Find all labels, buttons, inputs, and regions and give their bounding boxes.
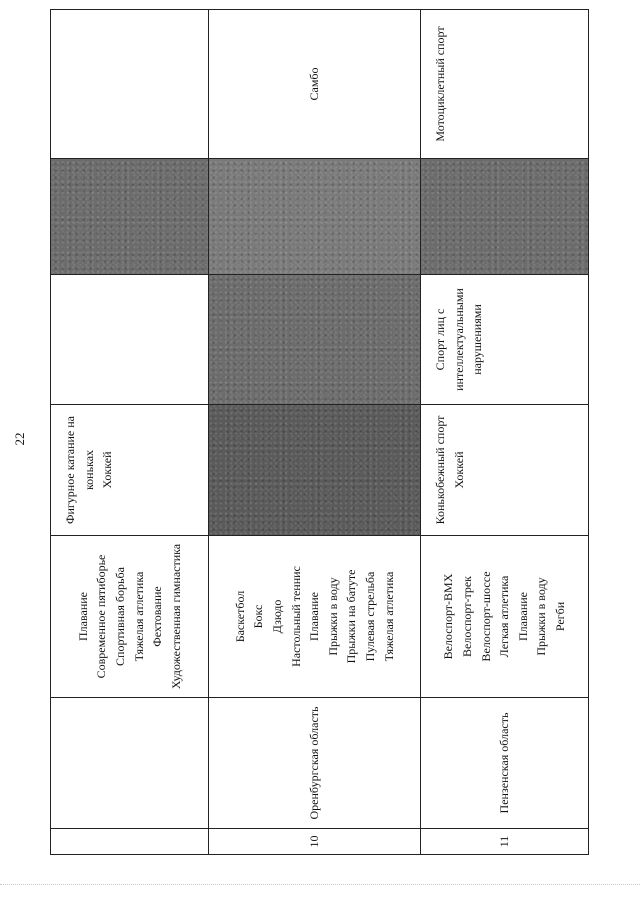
sport-item: Велоспорт-шоссе (478, 571, 493, 662)
sport-item: Тяжелая атлетика (381, 571, 396, 662)
table-row (209, 10, 421, 855)
sport-item: Легкая атлетика (497, 575, 512, 658)
cell-nonolympic-sports (51, 10, 209, 159)
cell-num: 10 (209, 829, 421, 855)
cell-shaded (51, 159, 209, 275)
sport-item: Прыжки в воду (534, 577, 549, 656)
regions-sports-table (50, 9, 589, 855)
cell-shaded (209, 159, 421, 275)
cell-num: 11 (421, 829, 589, 855)
sport-item: Плавание (307, 592, 322, 641)
sport-item: Плавание (515, 592, 530, 641)
cell-nonolympic-sports (209, 10, 421, 159)
cell-winter-sports (209, 405, 421, 536)
page-number: 22 (12, 432, 27, 446)
scan-artifact-line (0, 884, 640, 885)
sport-item: Тяжелая атлетика (131, 571, 146, 662)
cell-region: Оренбургская область (209, 698, 421, 829)
sport-item: Плавание (75, 592, 90, 641)
cell-winter-sports (421, 405, 589, 536)
sport-item: Конькобежный спорт (433, 415, 447, 525)
cell-adaptive-sports (209, 275, 421, 405)
sport-item: Регби (552, 601, 567, 632)
sport-item: Спорт лиц с интеллектуальными нарушениями (433, 288, 485, 391)
sport-item: Хоккей (100, 451, 115, 489)
cell-num (51, 829, 209, 855)
sport-item: Баскетбол (232, 590, 247, 643)
sport-item: Художественная гимнастика (168, 543, 183, 690)
sport-item: Дзюдо (270, 599, 285, 634)
sport-item: Прыжки в воду (325, 577, 340, 656)
rotated-table-frame (50, 10, 588, 855)
sport-item: Фигурное катание на коньках (63, 415, 96, 525)
cell-region: Пензенская область (421, 698, 589, 829)
cell-shaded (421, 159, 589, 275)
cell-sports (421, 536, 589, 698)
cell-adaptive-sports (51, 275, 209, 405)
sport-item: Самбо (307, 67, 322, 101)
cell-region (51, 698, 209, 829)
cell-adaptive-sports (421, 275, 589, 405)
sport-item: Спортивная борьба (112, 567, 127, 666)
sport-item: Прыжки на батуте (344, 569, 359, 664)
table-row (51, 10, 209, 855)
sport-item: Велоспорт-BMX (441, 573, 456, 660)
table-landscape-inner (50, 10, 588, 855)
sport-item: Современное пятиборье (94, 554, 109, 679)
sport-item: Пулевая стрельба (362, 571, 377, 662)
table-row (421, 10, 589, 855)
sport-item: Велоспорт-трек (460, 576, 475, 657)
sport-item: Бокс (251, 604, 266, 629)
cell-sports (209, 536, 421, 698)
sport-item: Мотоциклетный спорт (433, 26, 447, 142)
sport-item: Хоккей (451, 451, 466, 489)
cell-nonolympic-sports (421, 10, 589, 159)
sport-item: Настольный теннис (288, 566, 303, 667)
sport-item: Фехтование (150, 586, 165, 647)
cell-winter-sports (51, 405, 209, 536)
cell-sports (51, 536, 209, 698)
